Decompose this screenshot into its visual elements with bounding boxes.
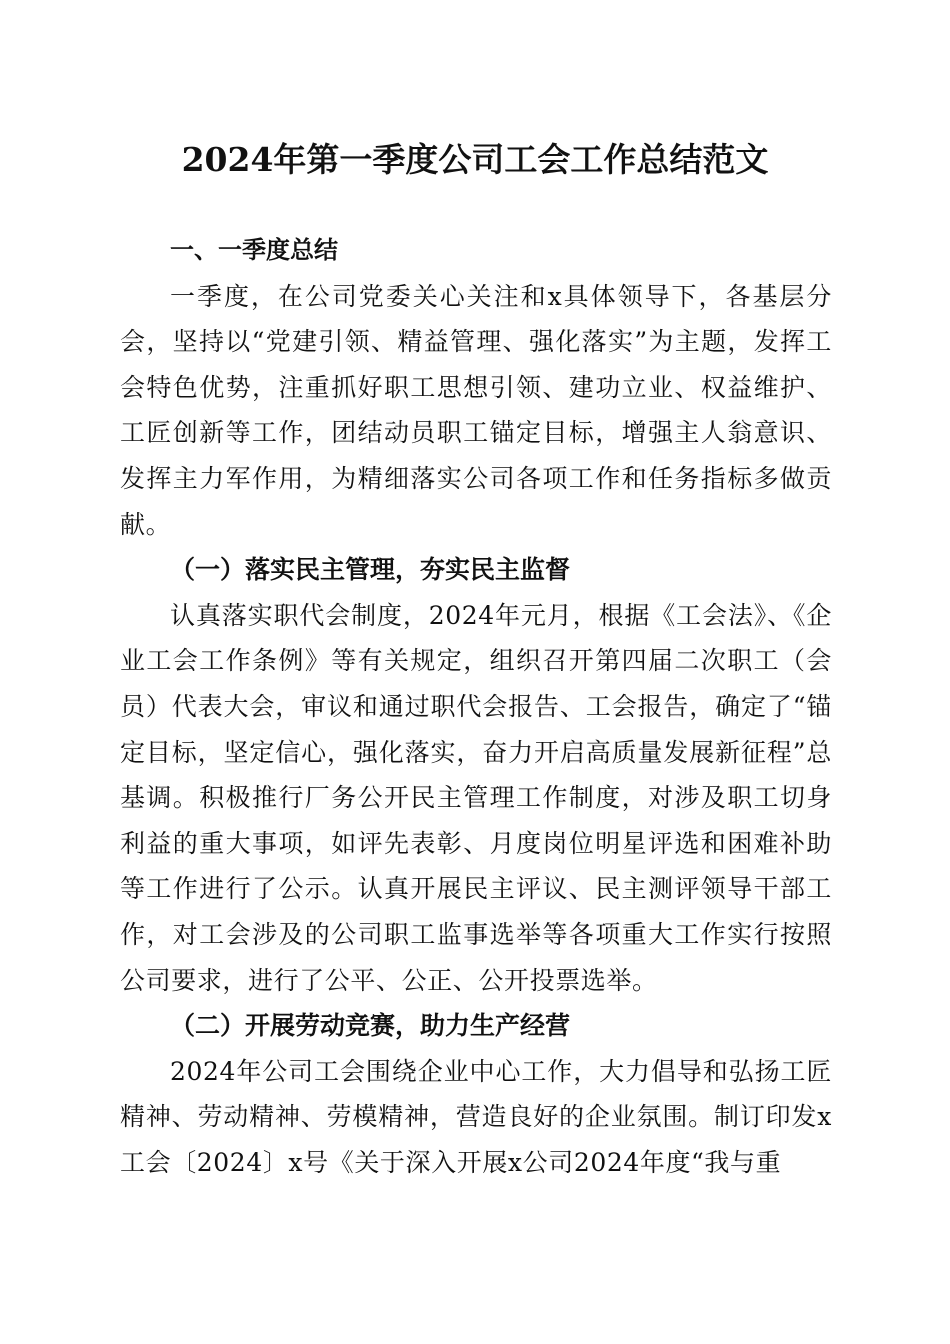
section-paragraph-summary: 一季度，在公司党委关心关注和x具体领导下，各基层分会，坚持以“党建引领、精益管理、强化落实”为主题，发挥工会特色优势，注重抓好职工思想引领、建功立业、权益维护、工匠创新等工作，团结动员职工锚定目标，增强主人翁意识、发挥主力军作用，为精细落实公司各项工作和任务指标多做贡献。	[120, 281, 832, 539]
document-body	[120, 228, 832, 1185]
section-heading-summary: 一、一季度总结	[170, 236, 338, 264]
section-heading-labor-competition: （二）开展劳动竞赛，助力生产经营	[170, 1011, 571, 1041]
section-paragraph-labor-competition: 2024年公司工会围绕企业中心工作，大力倡导和弘扬工匠精神、劳动精神、劳模精神，营造良好的企业氛围。制订印发x工会〔2024〕x号《关于深入开展x公司2024年度“我与重	[120, 1056, 832, 1177]
section-heading-democratic-management: （一）落实民主管理，夯实民主监督	[170, 555, 571, 585]
document-title: 2024年第一季度公司工会工作总结范文	[181, 140, 769, 179]
section-paragraph-democratic-management: 认真落实职代会制度，2024年元月，根据《工会法》、《企业工会工作条例》等有关规定，组织召开第四届二次职工（会员）代表大会，审议和通过职代会报告、工会报告，确定了“锚定目标，坚定信心，强化落实，奋力开启高质量发展新征程”总基调。积极推行厂务公开民主管理工作制度，对涉及职工切身利益的重大事项，如评先表彰、月度岗位明星评选和困难补助等工作进行了公示。认真开展民主评议、民主测评领导干部工作，对工会涉及的公司职工监事选举等各项重大工作实行按照公司要求，进行了公平、公正、公开投票选举。	[120, 600, 832, 995]
